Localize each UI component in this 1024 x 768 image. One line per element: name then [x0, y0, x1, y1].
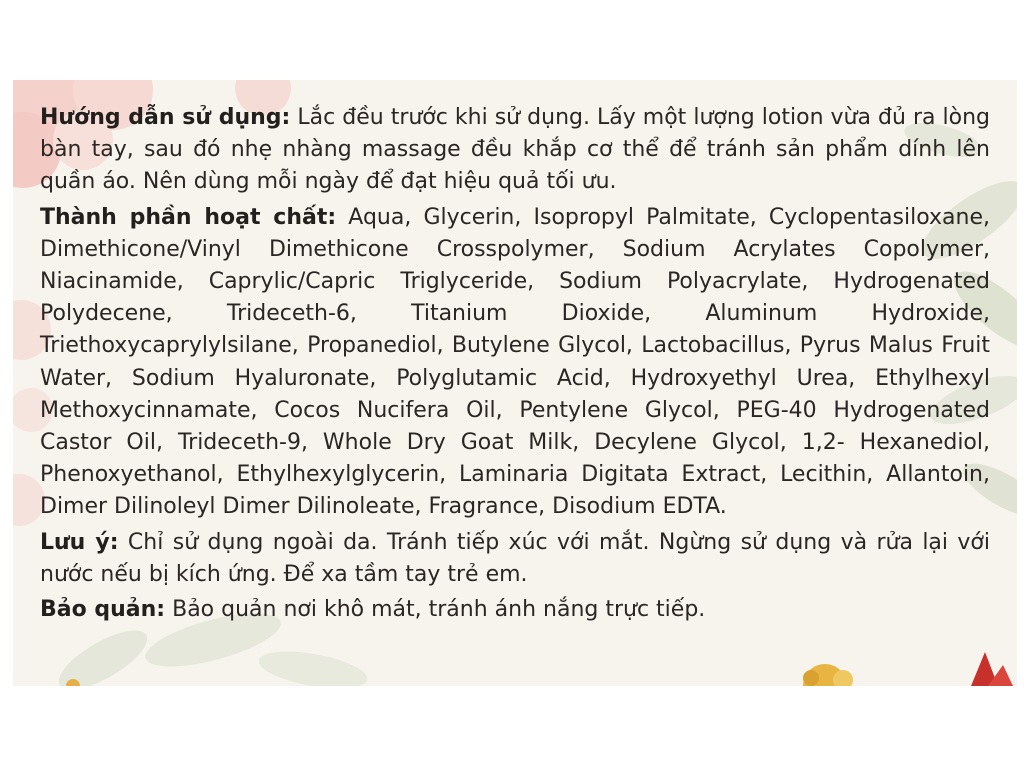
caution-paragraph — [40, 527, 990, 591]
red-petal-decoration — [971, 652, 1013, 686]
caution-label: Lưu ý: — [40, 529, 119, 555]
ingredients-text: Aqua, Glycerin, Isopropyl Palmitate, Cyclopentasiloxane, Dimethicone/Vinyl Dimethicone Crosspolymer, Sodium Acrylates Copolymer, Niacinamide, Caprylic/Capric Triglyceride, Sodium Polyacrylate, Hydrogenated Polydecene, Trideceth-6, Titanium Dioxide, Aluminum Hydroxide, Triethoxycaprylylsilane, Propanediol, Butylene Glycol, Lactobacillus, Pyrus Malus Fruit Water, Sodium Hyaluronate, Polyglutamic Acid, Hydroxyethyl Urea, Ethylhexyl Methoxycinnamate, Cocos Nucifera Oil, Pentylene Glycol, PEG-40 Hydrogenated Castor Oil, Trideceth-9, Whole Dry Goat Milk, Decylene Glycol, 1,2- Hexanediol, Phenoxyethanol, Ethylhexylglycerin, Laminaria Digitata Extract, Lecithin, Allantoin, Dimer Dilinoleyl Dimer Dilinoleate, Fragrance, Disodium EDTA. — [40, 204, 990, 520]
storage-paragraph — [40, 594, 990, 626]
storage-label: Bảo quản: — [40, 597, 166, 623]
storage-text: Bảo quản nơi khô mát, tránh ánh nắng trực tiếp. — [165, 597, 706, 623]
ingredients-label: Thành phần hoạt chất: — [40, 204, 337, 230]
usage-label: Hướng dẫn sử dụng: — [40, 105, 291, 130]
ingredients-paragraph — [40, 202, 990, 524]
label-text — [40, 102, 990, 629]
caution-text: Chỉ sử dụng ngoài da. Tránh tiếp xúc với mắt. Ngừng sử dụng và rửa lại với nước nếu bị kích ứng. Để xa tầm tay trẻ em. — [40, 529, 991, 587]
usage-paragraph — [40, 102, 990, 199]
yellow-flower-decoration — [803, 664, 853, 686]
usage-text: Lắc đều trước khi sử dụng. Lấy một lượng lotion vừa đủ ra lòng bàn tay, sau đó nhẹ nhàng massage đều khắp cơ thể để tránh sản phẩm dính lên quần áo. Nên dùng mỗi ngày để đạt hiệu quả tối ưu. — [40, 105, 990, 195]
product-label — [13, 80, 1017, 686]
